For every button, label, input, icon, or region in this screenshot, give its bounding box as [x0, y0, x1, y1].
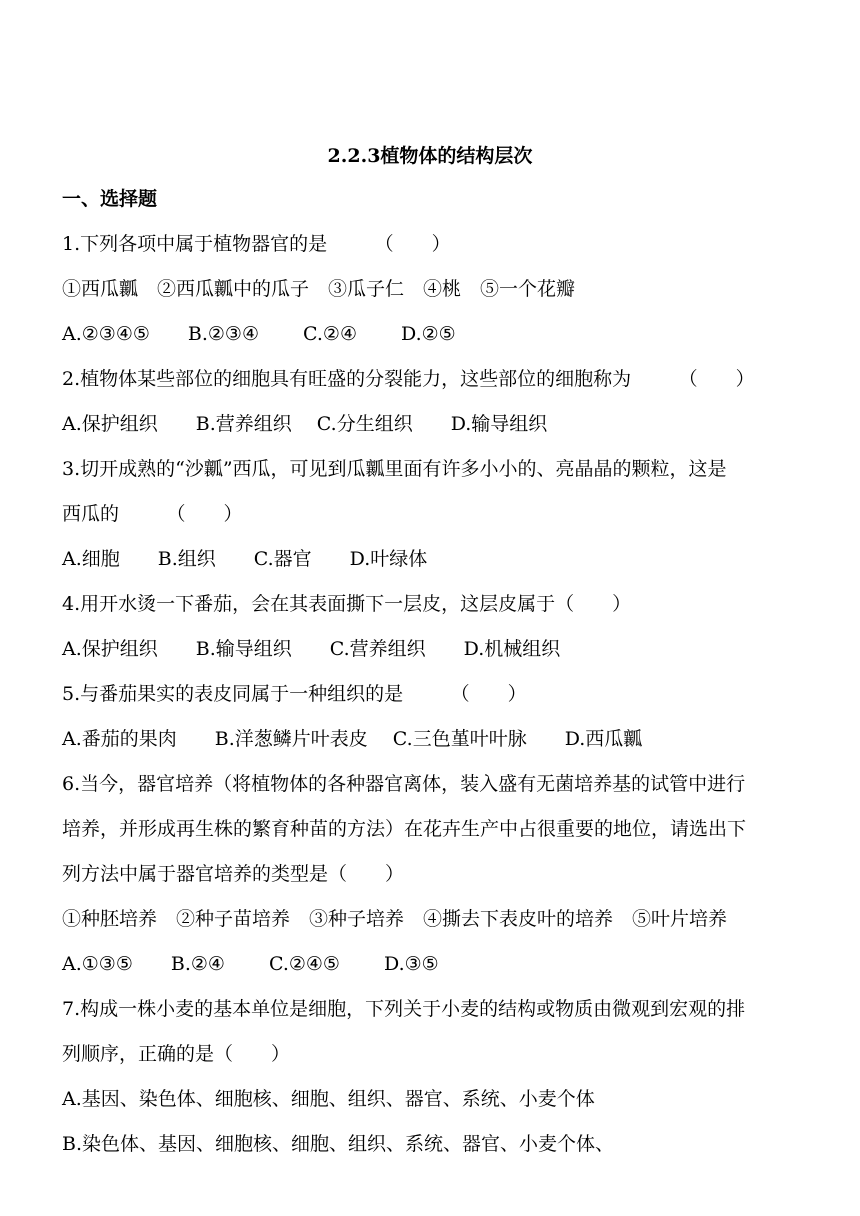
question-3-stem-line-2: 西瓜的 （ ） [62, 503, 243, 525]
question-7-option-b: B.染色体、基因、细胞核、细胞、组织、系统、器官、小麦个体、 [62, 1133, 615, 1155]
question-5-stem: 5.与番茄果实的表皮同属于一种组织的是 （ ） [62, 683, 527, 705]
question-1-options: A.②③④⑤ B.②③④ C.②④ D.②⑤ [62, 323, 456, 345]
question-6-options: A.①③⑤ B.②④ C.②④⑤ D.③⑤ [62, 953, 439, 975]
question-1-stem: 1.下列各项中属于植物器官的是 （ ） [62, 233, 451, 255]
document-title: 2.2.3植物体的结构层次 [327, 145, 533, 167]
question-6-items: ①种胚培养 ②种子苗培养 ③种子培养 ④撕去下表皮叶的培养 ⑤叶片培养 [62, 908, 728, 930]
question-3-stem-line-1: 3.切开成熟的“沙瓤”西瓜，可见到瓜瓤里面有许多小小的、亮晶晶的颗粒，这是 [62, 458, 727, 480]
question-5-options: A.番茄的果肉 B.洋葱鳞片叶表皮 C.三色堇叶叶脉 D.西瓜瓤 [62, 728, 643, 750]
question-4-options: A.保护组织 B.输导组织 C.营养组织 D.机械组织 [62, 638, 561, 660]
question-2-options: A.保护组织 B.营养组织 C.分生组织 D.输导组织 [62, 413, 548, 435]
question-7-stem-line-2: 列顺序，正确的是（ ） [62, 1043, 291, 1065]
question-4-stem: 4.用开水烫一下番茄，会在其表面撕下一层皮，这层皮属于（ ） [62, 593, 632, 615]
section-heading: 一、选择题 [62, 188, 158, 210]
question-7-option-a: A.基因、染色体、细胞核、细胞、组织、器官、系统、小麦个体 [62, 1088, 595, 1110]
question-7-stem-line-1: 7.构成一株小麦的基本单位是细胞，下列关于小麦的结构或物质由微观到宏观的排 [62, 998, 746, 1020]
question-6-stem-line-1: 6.当今，器官培养（将植物体的各种器官离体，装入盛有无菌培养基的试管中进行 [62, 773, 746, 795]
question-2-stem: 2.植物体某些部位的细胞具有旺盛的分裂能力，这些部位的细胞称为 （ ） [62, 368, 755, 390]
question-3-options: A.细胞 B.组织 C.器官 D.叶绿体 [62, 548, 428, 570]
question-6-stem-line-3: 列方法中属于器官培养的类型是（ ） [62, 863, 405, 885]
question-1-items: ①西瓜瓤 ②西瓜瓤中的瓜子 ③瓜子仁 ④桃 ⑤一个花瓣 [62, 278, 576, 300]
question-6-stem-line-2: 培养，并形成再生株的繁育种苗的方法）在花卉生产中占很重要的地位，请选出下 [62, 818, 747, 840]
